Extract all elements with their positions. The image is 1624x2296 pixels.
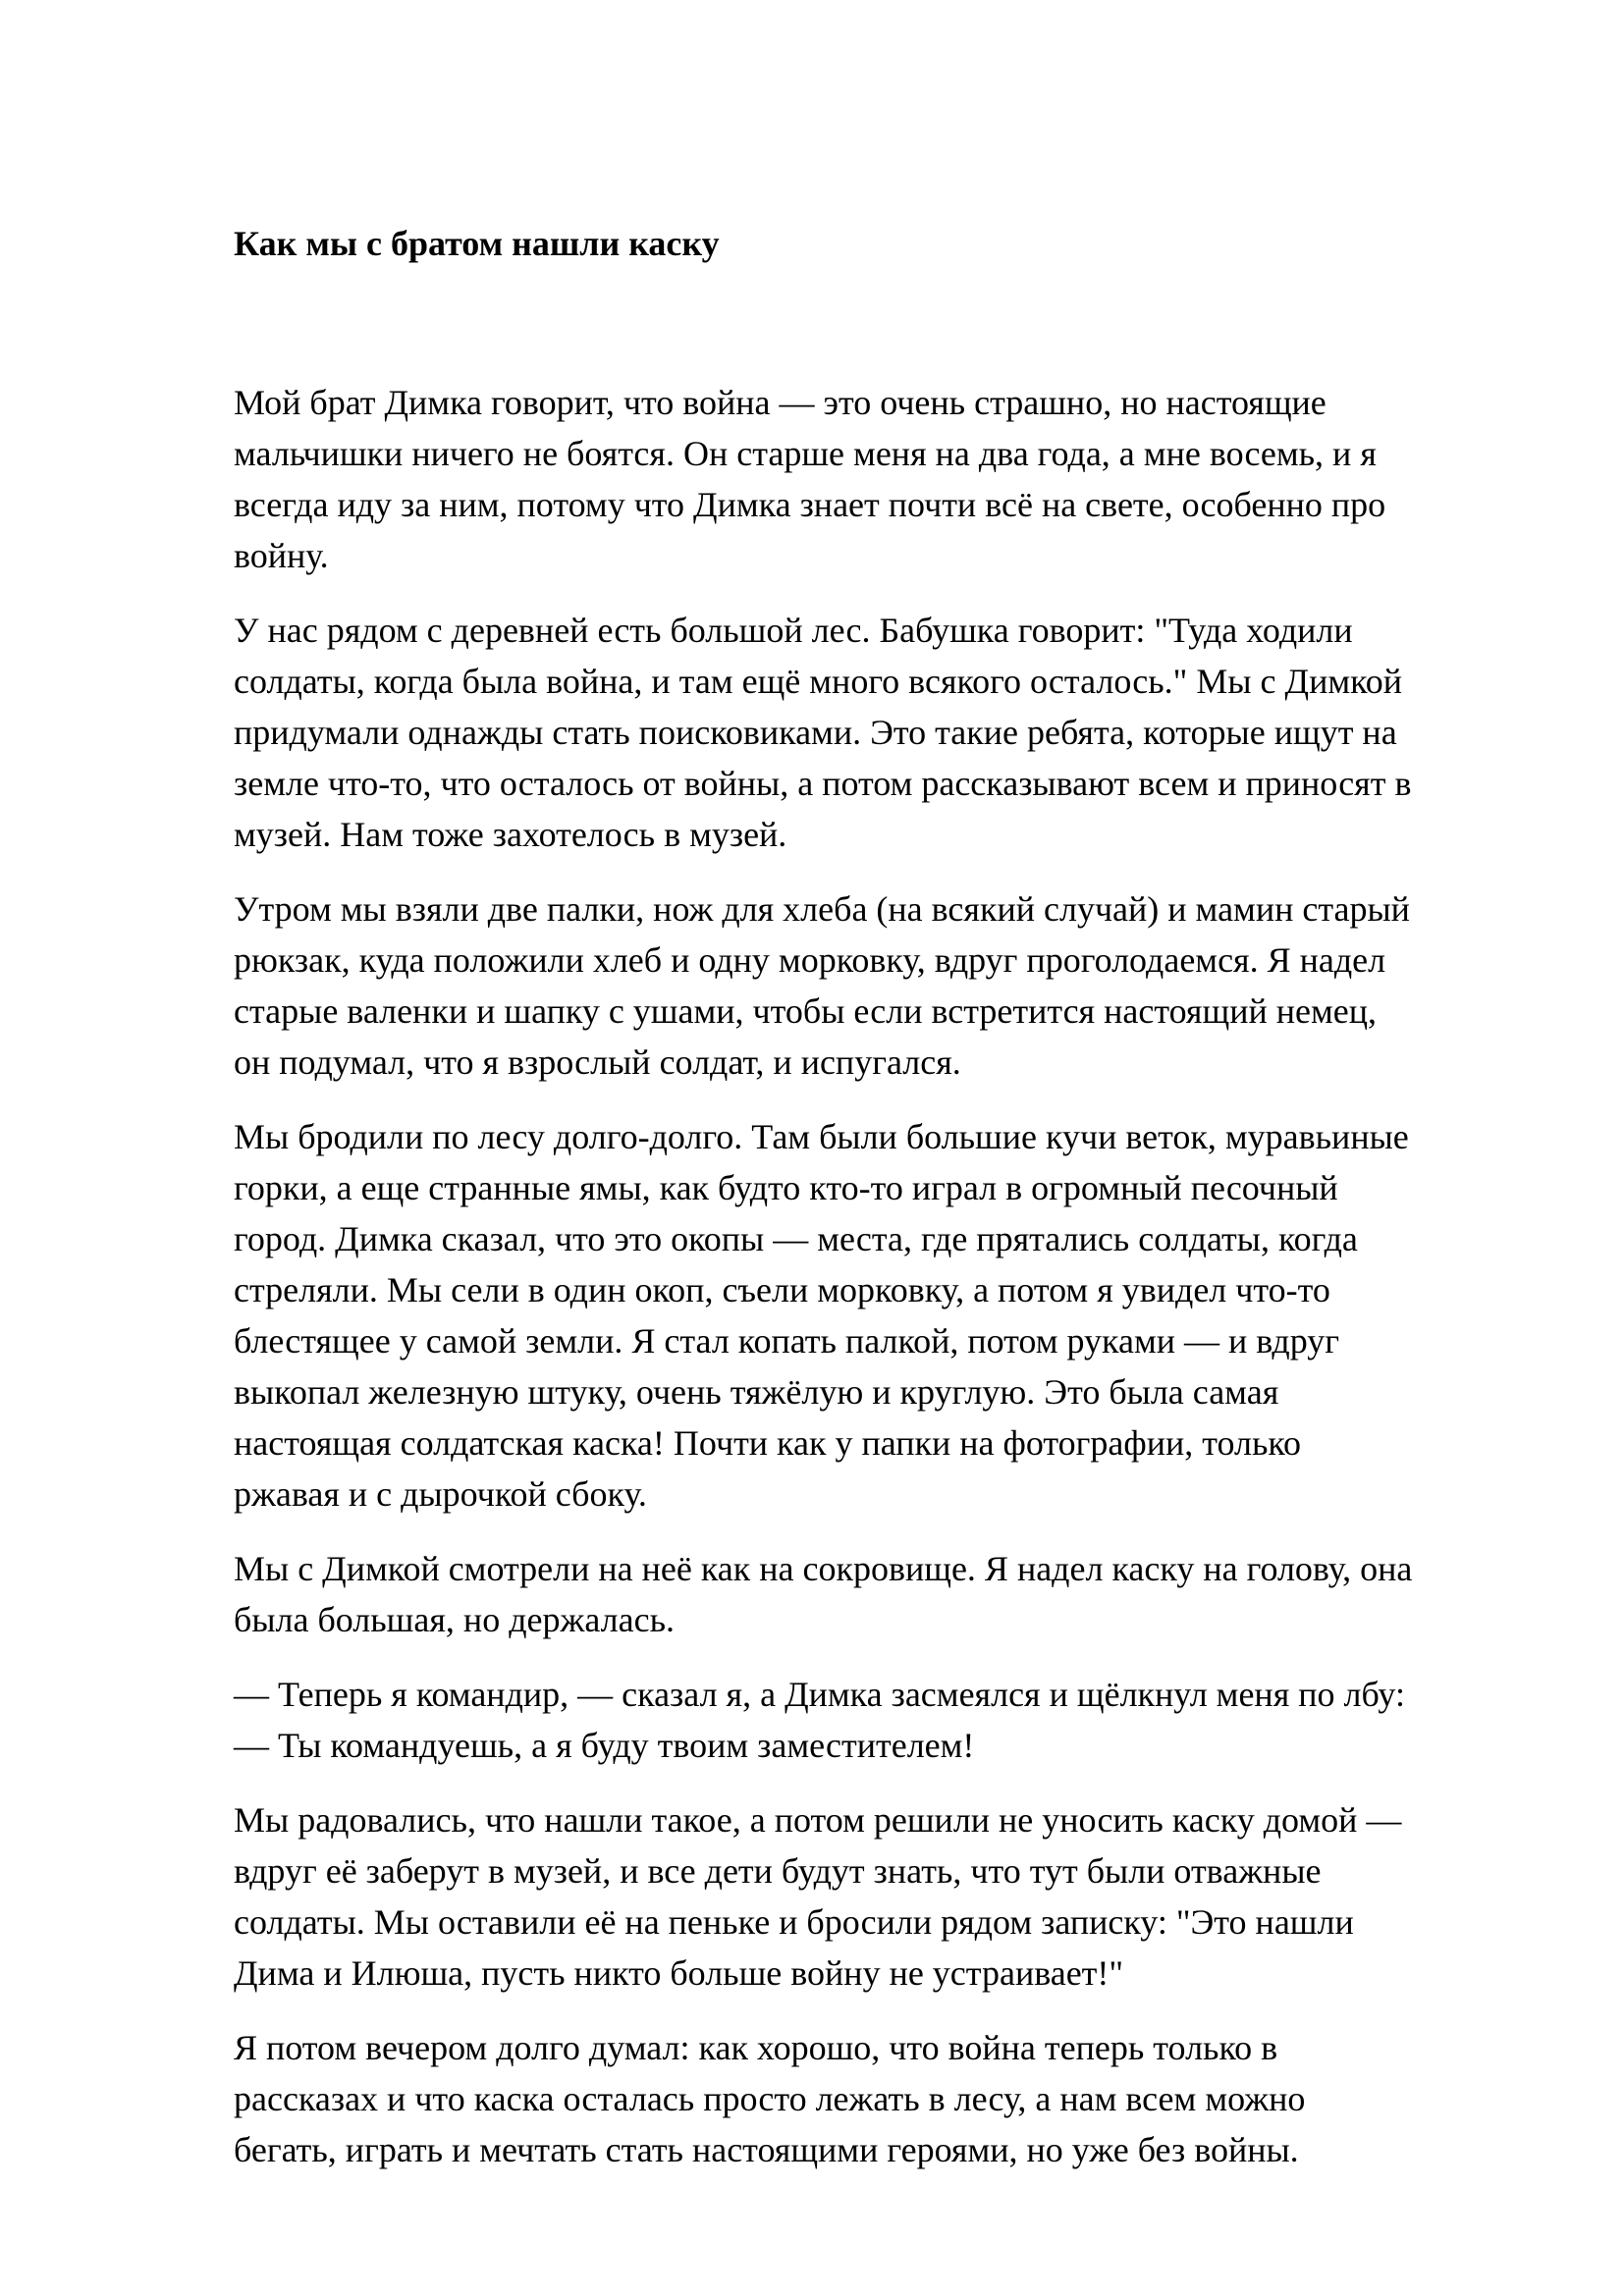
document-title: Как мы с братом нашли каску — [234, 224, 720, 263]
paragraph-6 — [234, 1669, 1530, 1771]
paragraph-5 — [234, 1543, 1530, 1645]
paragraph-1 — [234, 377, 1530, 581]
paragraph-line: Мы радовались, что нашли такое, а потом решили не уносить каску домой — — [234, 1800, 1402, 1840]
paragraph-line: Дима и Илюша, пусть никто больше войну не устраивает!" — [234, 1953, 1124, 1993]
paragraph-line: вдруг её заберут в музей, и все дети будут знать, что тут были отважные — [234, 1851, 1322, 1891]
paragraph-3 — [234, 883, 1530, 1088]
paragraph-line: — Теперь я командир, — сказал я, а Димка засмеялся и щёлкнул меня по лбу: — [234, 1675, 1405, 1714]
paragraph-line: Мой брат Димка говорит, что война — это очень страшно, но настоящие — [234, 383, 1326, 422]
paragraph-line: стреляли. Мы сели в один окоп, съели морковку, а потом я увидел что-то — [234, 1270, 1330, 1309]
paragraph-line: рюкзак, куда положили хлеб и одну морковку, вдруг проголодаемся. Я надел — [234, 940, 1386, 980]
paragraph-line: город. Димка сказал, что это окопы — места, где прятались солдаты, когда — [234, 1219, 1358, 1258]
paragraph-line: земле что-то, что осталось от войны, а потом рассказывают всем и приносят в — [234, 764, 1412, 803]
paragraph-line: он подумал, что я взрослый солдат, и испугался. — [234, 1042, 961, 1082]
paragraph-line: блестящее у самой земли. Я стал копать палкой, потом руками — и вдруг — [234, 1321, 1340, 1361]
paragraph-line: ржавая и с дырочкой сбоку. — [234, 1474, 647, 1514]
paragraph-line: старые валенки и шапку с ушами, чтобы если встретится настоящий немец, — [234, 991, 1377, 1031]
paragraph-line: рассказах и что каска осталась просто лежать в лесу, а нам всем можно — [234, 2079, 1306, 2118]
paragraph-line: выкопал железную штуку, очень тяжёлую и круглую. Это была самая — [234, 1372, 1279, 1412]
document-body — [234, 377, 1530, 2175]
paragraph-line: была большая, но держалась. — [234, 1600, 675, 1639]
paragraph-line: придумали однажды стать поисковиками. Это такие ребята, которые ищут на — [234, 713, 1397, 752]
paragraph-line: бегать, играть и мечтать стать настоящими героями, но уже без войны. — [234, 2130, 1299, 2169]
paragraph-line: всегда иду за ним, потому что Димка знает почти всё на свете, особенно про — [234, 485, 1386, 524]
paragraph-line: У нас рядом с деревней есть большой лес. Бабушка говорит: "Туда ходили — [234, 611, 1353, 650]
paragraph-7 — [234, 1794, 1530, 1999]
paragraph-line: войну. — [234, 536, 329, 575]
paragraph-line: настоящая солдатская каска! Почти как у папки на фотографии, только — [234, 1423, 1302, 1463]
paragraph-line: музей. Нам тоже захотелось в музей. — [234, 815, 787, 854]
paragraph-2 — [234, 605, 1530, 860]
paragraph-line: солдаты. Мы оставили её на пеньке и бросили рядом записку: "Это нашли — [234, 1902, 1354, 1942]
paragraph-8 — [234, 2022, 1530, 2175]
paragraph-line: солдаты, когда была война, и там ещё много всякого осталось." Мы с Димкой — [234, 662, 1403, 701]
paragraph-line: Мы с Димкой смотрели на неё как на сокровище. Я надел каску на голову, она — [234, 1549, 1413, 1588]
document-content — [234, 218, 1530, 2199]
paragraph-line: Я потом вечером долго думал: как хорошо, что война теперь только в — [234, 2028, 1278, 2067]
paragraph-line: горки, а еще странные ямы, как будто кто-то играл в огромный песочный — [234, 1168, 1338, 1207]
paragraph-line: мальчишки ничего не боятся. Он старше меня на два года, а мне восемь, и я — [234, 434, 1377, 473]
paragraph-line: Утром мы взяли две палки, нож для хлеба (на всякий случай) и мамин старый — [234, 889, 1410, 929]
paragraph-4 — [234, 1111, 1530, 1520]
paragraph-line: — Ты командуешь, а я буду твоим заместителем! — [234, 1726, 975, 1765]
paragraph-line: Мы бродили по лесу долго-долго. Там были большие кучи веток, муравьиные — [234, 1117, 1409, 1156]
